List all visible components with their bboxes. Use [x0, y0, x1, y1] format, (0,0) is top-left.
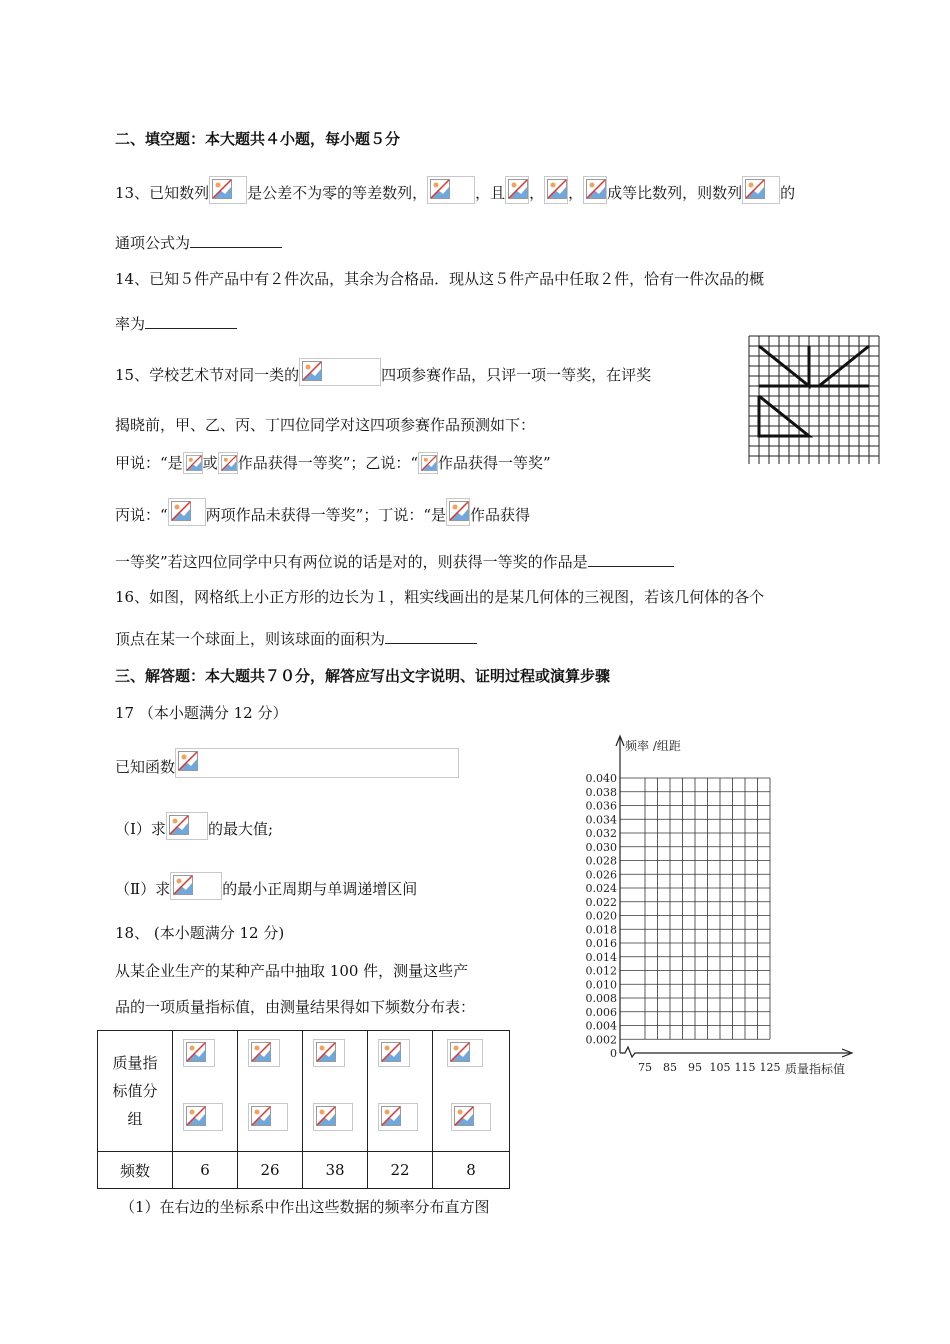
formula-image-icon: [378, 1039, 410, 1067]
q18-line1: 从某企业生产的某种产品中抽取 100 件，测量这些产: [115, 962, 469, 980]
y-tick-label: 0.010: [585, 978, 617, 992]
formula-image-icon: [248, 1039, 280, 1067]
formula-image-icon: [313, 1039, 345, 1067]
q13-text: 13、已知数列: [115, 184, 210, 202]
y-tick-label: 0.024: [585, 882, 617, 895]
q13-line1: [115, 176, 795, 204]
x-tick-label: 105: [709, 1061, 731, 1074]
q13-text: 的: [780, 184, 796, 202]
y-tick-label: 0.036: [585, 799, 617, 813]
y-tick-label: 0.022: [585, 895, 617, 909]
q16-text: 顶点在某一个球面上，则该球面的面积为: [115, 630, 386, 648]
y-tick-label: 0.038: [585, 785, 617, 799]
y-tick-label: 0.016: [585, 937, 617, 950]
q15-line5: [115, 550, 674, 573]
q13-text: ，且: [475, 184, 506, 202]
q13-text: 成等比数列，则数列: [607, 184, 743, 202]
answer-blank[interactable]: [145, 312, 237, 329]
formula-image-icon: [583, 176, 607, 204]
q15-line1: [115, 358, 651, 386]
frequency-histogram-axes: [575, 728, 865, 1078]
y-tick-label: 0.026: [585, 868, 617, 882]
formula-image-icon: [166, 812, 208, 840]
q15-text: 作品获得一等奖”；乙说：“: [237, 454, 419, 472]
answer-blank[interactable]: [385, 627, 477, 644]
q14-line1: 14、已知５件产品中有２件次品，其余为合格品．现从这５件产品中任取２件，恰有一件次品的概: [115, 270, 765, 288]
formula-image-icon: [378, 1103, 418, 1131]
q17-part2: [115, 872, 417, 900]
q18-part1: （1）在右边的坐标系中作出这些数据的频率分布直方图: [120, 1198, 490, 1216]
formula-image-icon: [248, 1103, 288, 1131]
q13-comma: ，: [568, 184, 584, 202]
formula-image-icon: [505, 176, 529, 204]
y-tick-label: 0.032: [585, 827, 617, 840]
q15-text: 15、学校艺术节对同一类的: [115, 366, 300, 384]
formula-image-icon: [544, 176, 568, 204]
y-tick-label: 0.004: [585, 1019, 617, 1033]
formula-image-icon: [183, 452, 203, 474]
y-axis-label: 频率 /组距: [625, 739, 681, 753]
q17-part1: [115, 812, 273, 840]
frequency-cell: 22: [368, 1152, 433, 1189]
y-tick-label: 0.002: [585, 1033, 617, 1047]
x-tick-label: 75: [638, 1061, 652, 1074]
answer-blank[interactable]: [588, 550, 674, 567]
table-row: [98, 1152, 510, 1189]
x-tick-label: 85: [663, 1061, 677, 1074]
x-axis-label: 质量指标值: [785, 1062, 846, 1076]
q18-header: 18、 (本小题满分 12 分): [115, 924, 285, 942]
q17-header: 17 （本小题满分 12 分）: [115, 704, 288, 722]
section2-title: 二、填空题：本大题共４小题，每小题５分: [115, 130, 401, 148]
formula-image-icon: [299, 358, 381, 386]
q17-text: 的最大值;: [207, 820, 273, 838]
x-tick-label: 115: [734, 1061, 756, 1074]
group-cell: [368, 1031, 433, 1152]
q15-line3: [115, 452, 551, 474]
formula-image-icon: [418, 452, 438, 474]
formula-image-icon: [451, 1103, 491, 1131]
q15-text: 一等奖”若这四位同学中只有两位说的话是对的，则获得一等奖的作品是: [115, 553, 588, 571]
three-view-grid-figure: [745, 332, 881, 464]
formula-image-icon: [170, 872, 222, 900]
frequency-cell: 6: [173, 1152, 238, 1189]
formula-image-icon: [183, 1039, 215, 1067]
formula-image-icon: [427, 176, 475, 204]
q18-line2: 品的一项质量指标值，由测量结果得如下频数分布表：: [115, 998, 476, 1016]
formula-image-icon: [447, 1039, 483, 1067]
y-tick-label: 0.008: [585, 992, 617, 1005]
q16-line1: 16、如图，网格纸上小正方形的边长为１，粗实线画出的是某几何体的三视图，若该几何体的各个: [115, 588, 765, 606]
y-tick-label: 0.030: [585, 840, 617, 854]
q15-line2: 揭晓前，甲、乙、丙、丁四位同学对这四项参赛作品预测如下：: [115, 416, 536, 434]
q15-text: 作品获得: [470, 506, 531, 524]
formula-image-icon: [742, 176, 780, 204]
q13-text: 通项公式为: [115, 234, 191, 252]
q15-text: 或: [202, 454, 218, 472]
q15-text: 作品获得一等奖”: [438, 454, 551, 472]
frequency-cell: 8: [433, 1152, 510, 1189]
y-tick-label: 0.014: [585, 950, 617, 964]
q13-line2: [115, 231, 282, 254]
formula-image-icon: [313, 1103, 353, 1131]
formula-image-icon: [175, 748, 459, 778]
y-tick-label: 0.040: [585, 772, 617, 785]
frequency-cell: 26: [238, 1152, 303, 1189]
x-tick-label: 125: [759, 1061, 781, 1074]
formula-image-icon: [209, 176, 247, 204]
y-tick-label: 0.018: [585, 923, 617, 937]
group-cell: [238, 1031, 303, 1152]
row-header: 频数: [98, 1152, 173, 1189]
formula-image-icon: [218, 452, 238, 474]
q17-given: [115, 748, 459, 778]
y-tick-label: 0.012: [585, 964, 617, 978]
q17-text: （Ⅰ）求: [115, 820, 166, 838]
x-tick-label: 95: [688, 1061, 702, 1074]
group-cell: [173, 1031, 238, 1152]
group-cell: [433, 1031, 510, 1152]
formula-image-icon: [446, 498, 470, 526]
q14-line2: [115, 312, 237, 335]
y-tick-label: 0.006: [585, 1005, 617, 1019]
q16-line2: [115, 627, 477, 650]
q15-text: 丙说：“: [115, 506, 168, 524]
q15-line4: [115, 498, 530, 526]
q13-comma: ，: [529, 184, 545, 202]
y-tick-label: 0.034: [585, 813, 617, 827]
header-text: 组: [127, 1110, 143, 1128]
formula-image-icon: [183, 1103, 223, 1131]
section3-title: 三、解答题：本大题共７０分，解答应写出文字说明、证明过程或演算步骤: [115, 667, 611, 685]
y-tick-label: 0.020: [585, 909, 617, 923]
q14-text: 率为: [115, 315, 146, 333]
y-tick-label: 0.028: [585, 854, 617, 868]
frequency-table: [97, 1030, 510, 1189]
group-cell: [303, 1031, 368, 1152]
x-axis: [620, 1047, 850, 1057]
row-header-group: [98, 1031, 173, 1152]
q15-text: 甲说：“是: [115, 454, 183, 472]
answer-blank[interactable]: [190, 231, 282, 248]
q15-text: 四项参赛作品，只评一项一等奖，在评奖: [381, 366, 652, 384]
q17-text: 已知函数: [115, 758, 176, 776]
frequency-cell: 38: [303, 1152, 368, 1189]
q17-text: （Ⅱ）求: [115, 880, 171, 898]
q17-text: 的最小正周期与单调递增区间: [222, 880, 418, 898]
header-text: 标值分: [112, 1082, 158, 1100]
y-tick-label: 0: [610, 1047, 617, 1060]
header-text: 质量指: [112, 1054, 158, 1072]
table-row: [98, 1031, 510, 1152]
formula-image-icon: [168, 498, 206, 526]
q13-text: 是公差不为零的等差数列，: [247, 184, 428, 202]
q15-text: 两项作品未获得一等奖”；丁说：“是: [205, 506, 447, 524]
